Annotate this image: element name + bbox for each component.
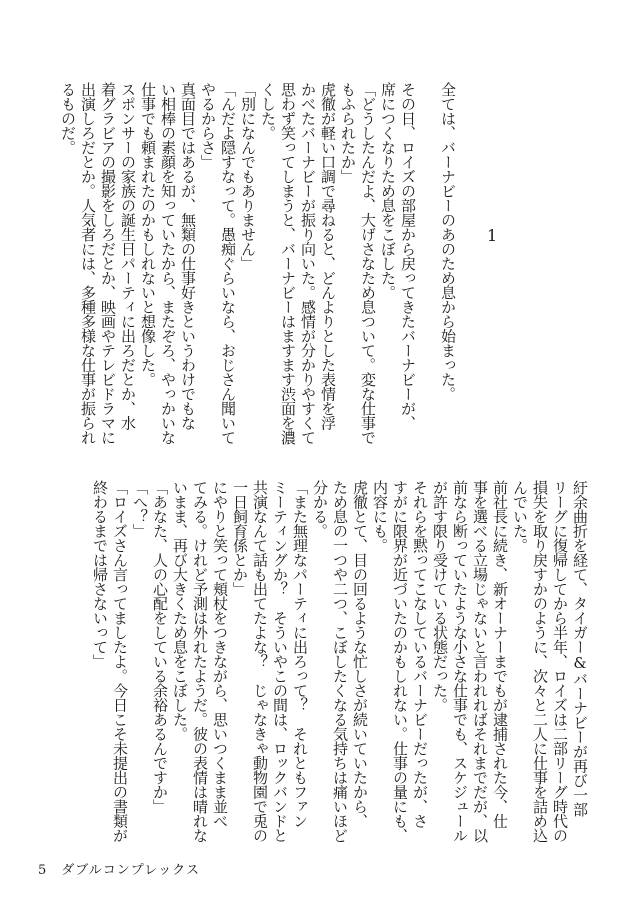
text-line: 紆余曲折を経て、タイガー&バーナビーが再び一部 xyxy=(571,480,589,817)
text-line: 分かる。 xyxy=(311,480,329,538)
text-line: 「へ？」 xyxy=(131,480,149,538)
text-line: 「ロイズさん言ってましたよ。今日こそ未提出の書類が xyxy=(111,480,129,843)
text-line: にやりと笑って頬杖をつきながら、思いつくまま並べ xyxy=(211,480,229,828)
text-line xyxy=(418,82,438,470)
text-line: 事を選べる立場じゃないと言われればそれまでだが、以 xyxy=(471,480,489,843)
text-line: リーグに復帰してから半年、ロイズは二部リーグ時代の xyxy=(551,480,569,843)
text-line: 思わず笑ってしまうと、バーナビーはますます渋面を濃 xyxy=(279,82,297,445)
text-line: その日、ロイズの部屋から戻ってきたバーナビーが、 xyxy=(399,82,417,430)
text-line: 出演しろだとか。人気者には、多種多様な仕事が振られ xyxy=(79,82,97,445)
text-line: るものだ。 xyxy=(59,82,77,155)
upper-text-block xyxy=(58,82,458,470)
text-line: 前社長に続き、新オーナーまでもが逮捕された今、仕 xyxy=(491,480,509,828)
text-line: ため息の一つや二つ、こぼしたくなる気持ちは痛いほど xyxy=(331,480,349,843)
text-line: 席につくなりため息をこぼした。 xyxy=(379,82,397,300)
text-line: 「また無理なパーティに出ろって？ それともファン xyxy=(291,480,309,828)
chapter-number: 1 xyxy=(487,226,498,245)
text-line: 「んだよ隠すなって。愚痴ぐらいなら、おじさん聞いて xyxy=(219,82,237,445)
text-line: くした。 xyxy=(259,82,277,140)
text-line: 虎徹が軽い口調で尋ねると、どんよりとした表情を浮 xyxy=(319,82,337,430)
text-line: 内容にも。 xyxy=(371,480,389,553)
text-line: んでいた。 xyxy=(511,480,529,553)
text-line: ミーティングか？ そういやこの間は、ロックバンドと xyxy=(271,480,289,843)
text-line: かべたバーナビーが振り向いた。感情が分かりやすくて xyxy=(299,82,317,445)
text-line: 着グラビアの撮影をしろだとか、映画やテレビドラマに xyxy=(99,82,117,445)
text-line: やるからさ」 xyxy=(199,82,217,169)
text-line: 終わるまでは帰さないって」 xyxy=(91,480,109,669)
text-line: 「別になんでもありません」 xyxy=(239,82,257,271)
text-line: 真面目ではあるが、無類の仕事好きというわけでもな xyxy=(179,82,197,430)
text-line: 虎徹とて、目の回るような忙しさが続いていたから、 xyxy=(351,480,369,828)
text-line: すがに限界が近づいたのかもしれない。仕事の量にも、 xyxy=(391,480,409,843)
text-line: 全ては、バーナビーのあのため息から始まった。 xyxy=(439,82,457,401)
text-line: それらを黙ってこなしているバーナビーだったが、さ xyxy=(411,480,429,828)
text-line: 前なら断っていたような小さな仕事でも、スケジュール xyxy=(451,480,469,843)
text-line: スポンサーの家族の誕生日パーティに出ろだとか、水 xyxy=(119,82,137,430)
text-line: 「あなた、人の心配をしている余裕あるんですか」 xyxy=(151,480,169,814)
text-line: 一日飼育係とか」 xyxy=(231,480,249,596)
text-line: い相棒の素顔を知っていたから、またぞろ、やっかいな xyxy=(159,82,177,445)
running-title: ダブルコンプレックス xyxy=(61,863,200,878)
text-line: いまま、再び大きくため息をこぼした。 xyxy=(171,480,189,741)
text-line: もふられたか」 xyxy=(339,82,357,184)
page-footer xyxy=(38,859,200,878)
text-line: 仕事でも頼まれたのかもしれないと想像した。 xyxy=(139,82,157,387)
text-line: 損失を取り戻すかのように、次々と二人に仕事を詰め込 xyxy=(531,480,549,843)
lower-text-block xyxy=(90,480,590,868)
text-line: 共演なんて話も出てたよな？ じゃなきゃ動物園で兎の xyxy=(251,480,269,843)
text-line: てみる。けれど予測は外れたようだ。彼の表情は晴れな xyxy=(191,480,209,843)
text-line: が許す限り受けている状態だった。 xyxy=(431,480,449,712)
text-line: 「どうしたんだよ、大げさなため息ついて。変な仕事で xyxy=(359,82,377,445)
page-number: 5 xyxy=(38,863,48,878)
